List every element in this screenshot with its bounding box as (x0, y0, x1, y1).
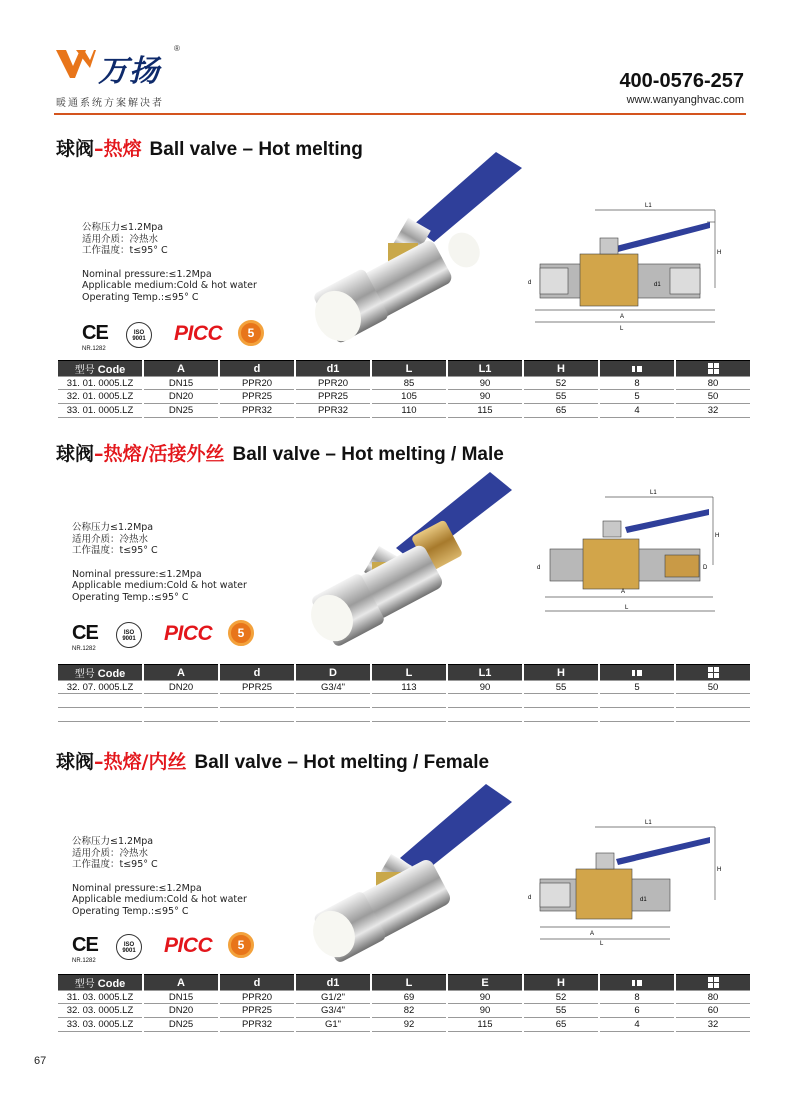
label-h: H (715, 533, 720, 539)
title-en: Ball valve – Hot melting (149, 139, 363, 160)
award-seal-icon: 5 (228, 932, 254, 958)
label-h: H (717, 250, 722, 256)
table-row: 32. 01. 0005.LZ DN20 PPR25 PPR25 105 90 55 5 50 (58, 390, 750, 404)
ce-mark-icon: CE (82, 322, 108, 344)
title-en: Ball valve – Hot melting / Male (232, 444, 504, 465)
header-d: d (220, 360, 294, 376)
spec-pressure-cn: 公称压力≤1.2Mpa (82, 222, 164, 233)
ce-mark-icon: CE (72, 622, 98, 644)
header-h: H (524, 974, 598, 990)
certification-logos (72, 622, 272, 662)
spec-pressure-en: Nominal pressure:≤1.2Mpa (72, 568, 202, 580)
header-l: L (372, 974, 446, 990)
header-d1: d1 (296, 360, 370, 376)
spec-block (72, 522, 247, 603)
table-row (58, 694, 750, 708)
spec-block (72, 836, 247, 917)
label-a: A (620, 314, 625, 320)
table-row (58, 708, 750, 722)
header-code: 型号 Code (58, 360, 142, 376)
label-l: L (625, 605, 629, 611)
header-small-pack-icon (600, 974, 674, 990)
iso-9001-icon: ISO 9001 (126, 322, 152, 348)
spec-temp-cn: 工作温度：t≤95° C (72, 545, 158, 556)
picc-logo: PICC (174, 322, 223, 345)
spec-medium-en: Applicable medium:Cold & hot water (72, 894, 247, 905)
ce-nr: NR.1282 (82, 346, 106, 352)
spec-temp-en: Operating Temp.:≤95° C (72, 905, 189, 917)
label-l1: L1 (645, 820, 652, 826)
table-row: 31. 01. 0005.LZ DN15 PPR20 PPR20 85 90 52 8 80 (58, 376, 750, 390)
dimension-drawing-1 (520, 198, 730, 333)
spec-pressure-en: Nominal pressure:≤1.2Mpa (72, 882, 202, 894)
title-cn-red: –热熔 (94, 138, 142, 160)
header-d: d (220, 974, 294, 990)
spec-medium-cn: 适用介质：冷热水 (72, 533, 149, 545)
ball-valve-female-photo-icon (300, 774, 520, 969)
picc-logo: PICC (164, 934, 213, 957)
table-header-row (58, 664, 750, 680)
header-D: D (296, 664, 370, 680)
label-d1: d1 (654, 282, 661, 288)
title-cn: 球阀 (56, 751, 95, 773)
iso-9001-icon: ISO 9001 (116, 934, 142, 960)
ce-nr: NR.1282 (72, 646, 96, 652)
label-D: D (703, 565, 708, 571)
spec-pressure-cn: 公称压力≤1.2Mpa (72, 522, 154, 533)
brand-name: 万扬 (98, 54, 160, 89)
header-small-pack-icon (600, 360, 674, 376)
ce-mark-icon: CE (72, 934, 98, 956)
label-a: A (621, 589, 626, 595)
header-d: d (220, 664, 294, 680)
award-seal-icon: 5 (238, 320, 264, 346)
dimension-drawing-3 (520, 815, 730, 945)
brand-slogan: 暖通系统方案解决者 (56, 98, 164, 109)
title-en: Ball valve – Hot melting / Female (194, 752, 490, 773)
picc-logo: PICC (164, 622, 213, 645)
header-carton-icon (676, 360, 750, 376)
label-d1: d1 (640, 897, 647, 903)
header-a: A (144, 664, 218, 680)
spec-table-hot-melting-female (56, 974, 752, 1032)
table-row: 33. 01. 0005.LZ DN25 PPR32 PPR32 110 115 65 4 32 (58, 404, 750, 418)
ball-valve-male-photo-icon (300, 458, 520, 658)
spec-table-hot-melting-male (56, 664, 752, 722)
table-row: 32. 03. 0005.LZ DN20 PPR25 G3/4" 82 90 55 6 60 (58, 1004, 750, 1018)
header-code: 型号 Code (58, 974, 142, 990)
header-e: E (448, 974, 522, 990)
header-d1: d1 (296, 974, 370, 990)
label-d: d (537, 565, 541, 571)
table-row: 32. 07. 0005.LZ DN20 PPR25 G3/4" 113 90 55 5 50 (58, 680, 750, 694)
spec-block (82, 222, 257, 303)
table-header-row (58, 360, 750, 376)
header-l1: L1 (448, 664, 522, 680)
spec-medium-en: Applicable medium:Cold & hot water (72, 580, 247, 591)
spec-temp-cn: 工作温度：t≤95° C (82, 245, 168, 256)
spec-temp-en: Operating Temp.:≤95° C (72, 591, 189, 603)
label-d: d (528, 895, 532, 901)
header-carton-icon (676, 664, 750, 680)
header-a: A (144, 974, 218, 990)
header-h: H (524, 360, 598, 376)
spec-medium-cn: 适用介质：冷热水 (82, 233, 159, 245)
award-seal-icon: 5 (228, 620, 254, 646)
spec-pressure-cn: 公称压力≤1.2Mpa (72, 836, 154, 847)
header-code: 型号 Code (58, 664, 142, 680)
ball-valve-photo-icon (300, 138, 530, 348)
label-l: L (620, 326, 624, 332)
brand-logo (54, 40, 204, 110)
ce-nr: NR.1282 (72, 958, 96, 964)
title-cn: 球阀 (56, 138, 95, 160)
title-cn: 球阀 (56, 443, 95, 465)
spec-medium-en: Applicable medium:Cold & hot water (82, 280, 257, 291)
header-divider (54, 113, 746, 115)
spec-pressure-en: Nominal pressure:≤1.2Mpa (82, 268, 212, 280)
header-h: H (524, 664, 598, 680)
spec-medium-cn: 适用介质：冷热水 (72, 847, 149, 859)
table-header-row (58, 974, 750, 990)
label-l: L (600, 941, 604, 945)
spec-temp-cn: 工作温度：t≤95° C (72, 859, 158, 870)
title-cn-red: –热熔/活接外丝 (94, 443, 225, 465)
hotline-number: 400-0576-257 (619, 70, 744, 92)
label-h: H (717, 867, 722, 873)
iso-9001-icon: ISO 9001 (116, 622, 142, 648)
header-l: L (372, 360, 446, 376)
header-carton-icon (676, 974, 750, 990)
page-number: 67 (34, 1055, 47, 1067)
website-url[interactable]: www.wanyanghvac.com (626, 94, 744, 106)
title-cn-red: –热熔/内丝 (94, 751, 187, 773)
header-l: L (372, 664, 446, 680)
header-a: A (144, 360, 218, 376)
table-row: 33. 03. 0005.LZ DN25 PPR32 G1" 92 115 65 4 32 (58, 1018, 750, 1032)
table-row: 31. 03. 0005.LZ DN15 PPR20 G1/2" 69 90 52 8 80 (58, 990, 750, 1004)
header-small-pack-icon (600, 664, 674, 680)
header-l1: L1 (448, 360, 522, 376)
spec-table-hot-melting (56, 360, 752, 418)
dimension-drawing-2 (525, 485, 730, 615)
spec-temp-en: Operating Temp.:≤95° C (82, 291, 199, 303)
wanyang-logo-icon (54, 46, 96, 82)
label-d: d (528, 280, 532, 286)
certification-logos (72, 934, 272, 974)
registered-mark: ® (174, 44, 180, 53)
label-l1: L1 (650, 490, 657, 496)
label-a: A (590, 931, 595, 937)
section-title-hot-melting-female (56, 747, 489, 774)
certification-logos (82, 322, 282, 362)
label-l1: L1 (645, 203, 652, 209)
